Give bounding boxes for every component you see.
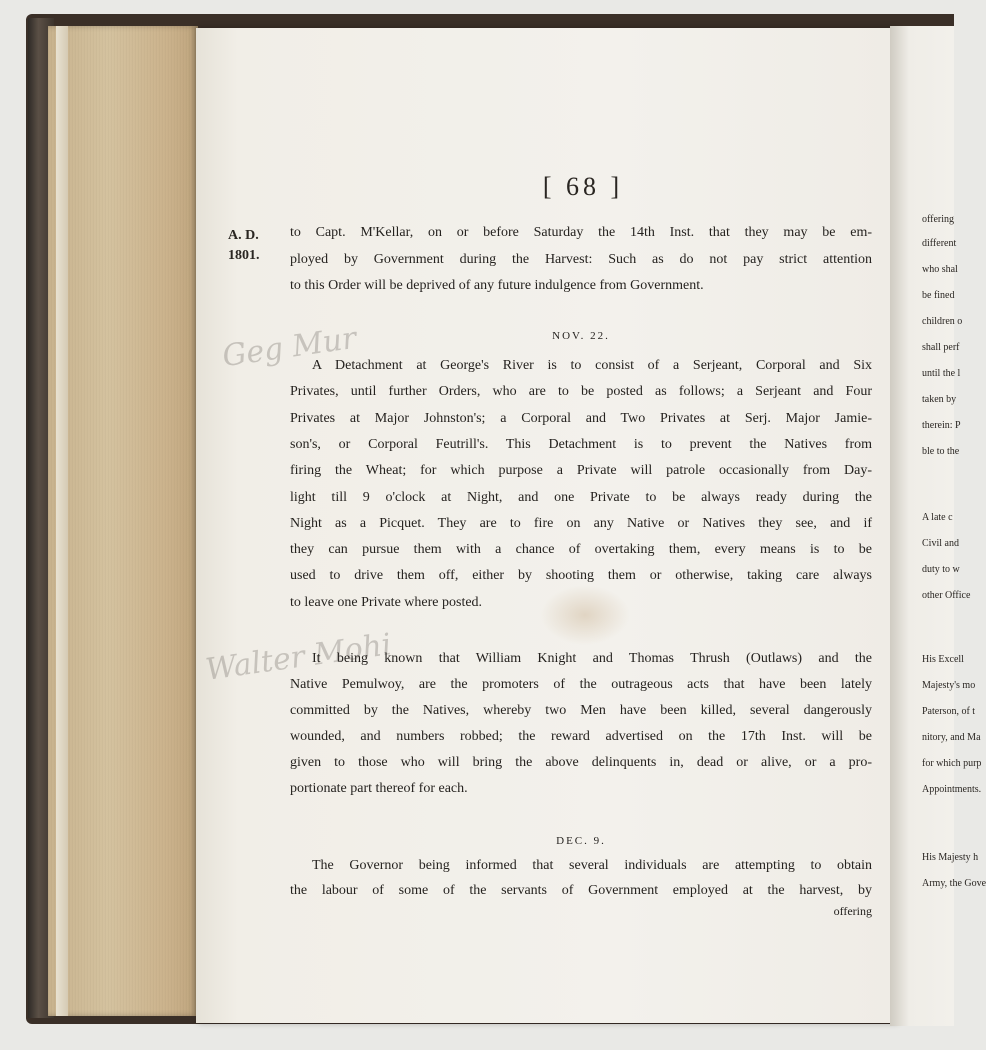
next-page-fragment: for which purp — [922, 758, 982, 769]
next-page-fragment: children o — [922, 316, 963, 327]
pencil-annotation: Walter Mohi — [203, 627, 394, 688]
text-line: son's, or Corporal Feutrill's. This Detachment is to prevent the Natives from — [290, 437, 872, 452]
text-line: to this Order will be deprived of any future indulgence from Government. — [290, 278, 704, 293]
next-page-fragment: shall perf — [922, 342, 960, 353]
text-line: Native Pemulwoy, are the promoters of the outrageous acts that have been lately — [290, 677, 872, 692]
next-page-fragment: Majesty's mo — [922, 680, 976, 691]
text-line: Night as a Picquet. They are to fire on any Native or Natives they see, and if — [290, 516, 872, 531]
next-page-edge — [890, 26, 957, 1026]
pencil-annotation: Geg Mur — [220, 320, 359, 375]
next-page-fragment: be fined — [922, 290, 955, 301]
text-line: firing the Wheat; for which purpose a Private will patrole occasionally from Day- — [290, 463, 872, 478]
text-line: A Detachment at George's River is to consist of a Serjeant, Corporal and Six — [312, 358, 872, 373]
text-line: committed by the Natives, whereby two Men have been killed, several dangerously — [290, 703, 872, 718]
text-line: to leave one Private where posted. — [290, 595, 483, 610]
text-line: given to those who will bring the above delinquents in, dead or alive, or a pro- — [290, 755, 872, 770]
next-page-fragment: other Office — [922, 590, 971, 601]
next-page-fragment: A late c — [922, 512, 953, 523]
page-block-edge — [48, 26, 198, 1016]
next-page-fragment: until the l — [922, 368, 961, 379]
next-page-fragment: nitory, and Ma — [922, 732, 981, 743]
text-line: they can pursue them with a chance of overtaking them, every means is to be — [290, 542, 872, 557]
text-line: Privates at Major Johnston's; a Corporal and Two Privates at Serj. Major Jamie- — [290, 411, 872, 426]
section-heading: DEC. 9. — [556, 835, 606, 847]
text-line: ployed by Government during the Harvest: Such as do not pay strict attention — [290, 252, 872, 267]
next-page-fragment: Army, the Gove — [922, 878, 986, 889]
margin-year-value: 1801. — [228, 248, 260, 263]
text-line: portionate part thereof for each. — [290, 781, 468, 796]
text-line: the labour of some of the servants of Government employed at the harvest, by — [290, 883, 872, 898]
next-page-fragment: ble to the — [922, 446, 960, 457]
next-page-fragment: Civil and — [922, 538, 959, 549]
next-page-fragment: Paterson, of t — [922, 706, 976, 717]
page-number: [ 68 ] — [542, 172, 624, 201]
text-line: The Governor being informed that several individuals are attempting to obtain — [312, 858, 872, 873]
text-line: used to drive them off, either by shooting them or otherwise, taking care always — [290, 568, 872, 583]
next-page-fragment: Appointments. — [922, 784, 982, 795]
text-line: wounded, and numbers robbed; the reward advertised on the 17th Inst. will be — [290, 729, 872, 744]
next-page-fragment: His Majesty h — [922, 852, 979, 863]
next-page-fragment: His Excell — [922, 654, 964, 665]
text-line: to Capt. M'Kellar, on or before Saturday the 14th Inst. that they may be em- — [290, 225, 872, 240]
text-line: light till 9 o'clock at Night, and one Private to be always ready during the — [290, 490, 872, 505]
catchword: offering — [833, 904, 872, 918]
next-page-fragment: different — [922, 238, 957, 249]
text-line: It being known that William Knight and Thomas Thrush (Outlaws) and the — [312, 651, 872, 666]
next-page-fragment: duty to w — [922, 564, 960, 575]
margin-year-label: A. D. — [228, 228, 259, 243]
section-heading: NOV. 22. — [552, 330, 610, 342]
next-page-fragment: who shal — [922, 264, 958, 275]
text-line: Privates, until further Orders, who are to be posted as follows; a Serjeant and Four — [290, 384, 872, 399]
next-page-fragment: taken by — [922, 394, 957, 405]
next-page-fragment: therein: P — [922, 420, 961, 431]
next-page-fragment: offering — [922, 214, 955, 225]
